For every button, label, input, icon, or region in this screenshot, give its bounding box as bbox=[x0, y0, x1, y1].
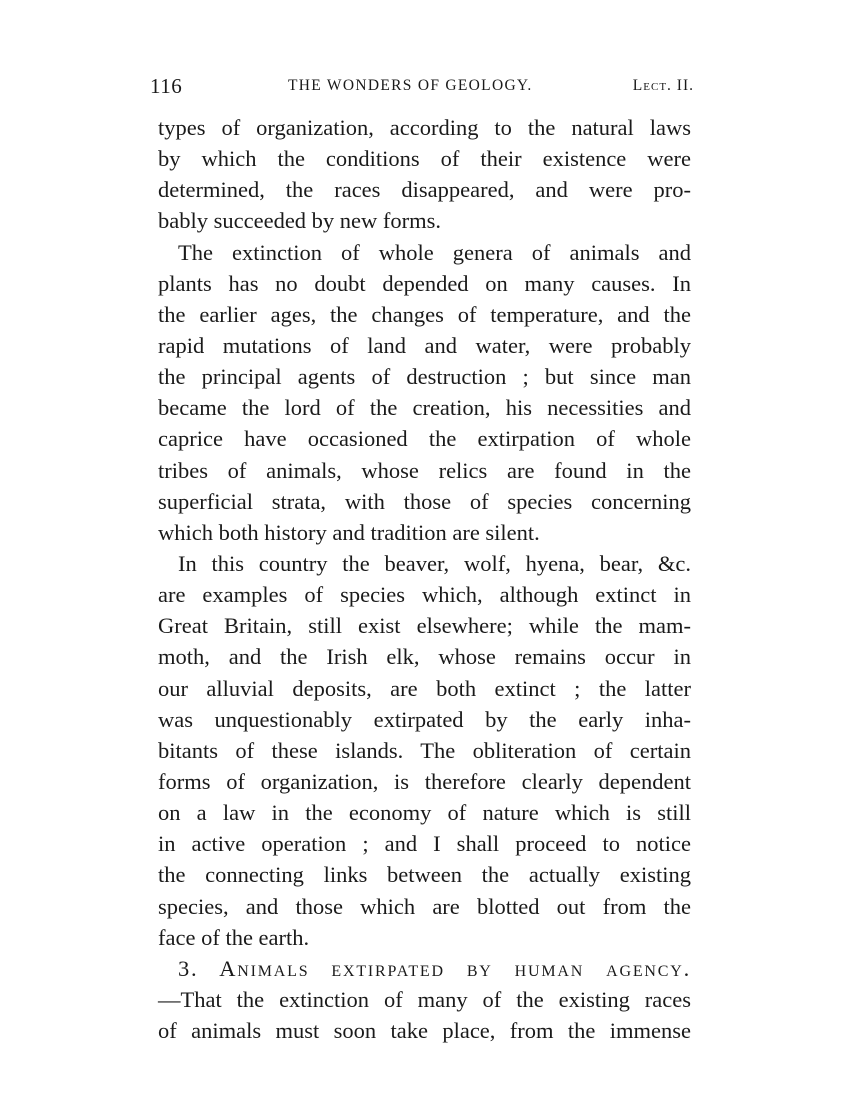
lecture-reference: Lect. II. bbox=[632, 77, 694, 94]
text-line: plants has no doubt depended on many causes. In bbox=[158, 270, 691, 296]
text-line: —That the extinction of many of the existing races bbox=[158, 986, 691, 1012]
text-line: tribes of animals, whose relics are found in the bbox=[158, 457, 691, 483]
text-line: caprice have occasioned the extirpation of whole bbox=[158, 426, 691, 452]
text-line: species, and those which are blotted out from the bbox=[158, 893, 691, 919]
text-line: in active operation ; and I shall proceed to notice bbox=[158, 831, 691, 857]
text-line: was unquestionably extirpated by the early inha- bbox=[158, 706, 691, 732]
paragraph-first-line: In this country the beaver, wolf, hyena, bear, &c. bbox=[178, 550, 691, 576]
text-line: face of the earth. bbox=[158, 924, 310, 950]
text-line: determined, the races disappeared, and were pro- bbox=[158, 177, 691, 203]
text-line: are examples of species which, although extinct in bbox=[158, 582, 691, 608]
text-line: of animals must soon take place, from the immense bbox=[158, 1018, 691, 1044]
text-line: types of organization, according to the natural laws bbox=[158, 115, 691, 140]
paragraph-first-line: The extinction of whole genera of animals and bbox=[178, 239, 691, 265]
text-line: Great Britain, still exist elsewhere; while the mam- bbox=[158, 613, 691, 639]
page-number: 116 bbox=[150, 74, 183, 98]
text-line: the earlier ages, the changes of temperature, and the bbox=[158, 301, 691, 327]
section-heading: 3. Animals extirpated by human agency. bbox=[178, 955, 691, 981]
text-line: forms of organization, is therefore clearly dependent bbox=[158, 768, 691, 794]
text-line: by which the conditions of their existence were bbox=[158, 146, 691, 172]
body-text bbox=[158, 112, 691, 1046]
text-line: rapid mutations of land and water, were probably bbox=[158, 332, 691, 358]
text-line: on a law in the economy of nature which is still bbox=[158, 800, 691, 826]
text-line: superficial strata, with those of species concerning bbox=[158, 488, 691, 514]
text-line: bably succeeded by new forms. bbox=[158, 208, 442, 234]
text-line: bitants of these islands. The obliteration of certain bbox=[158, 737, 691, 763]
text-line: moth, and the Irish elk, whose remains occur in bbox=[158, 644, 691, 670]
text-line: the connecting links between the actually existing bbox=[158, 862, 691, 888]
running-head bbox=[150, 74, 698, 98]
text-line: which both history and tradition are silent. bbox=[158, 519, 540, 545]
book-title: THE WONDERS OF GEOLOGY. bbox=[288, 77, 533, 94]
text-line: became the lord of the creation, his necessities and bbox=[158, 395, 691, 421]
text-line: our alluvial deposits, are both extinct ; the latter bbox=[158, 675, 691, 701]
text-line: the principal agents of destruction ; but since man bbox=[158, 364, 691, 390]
